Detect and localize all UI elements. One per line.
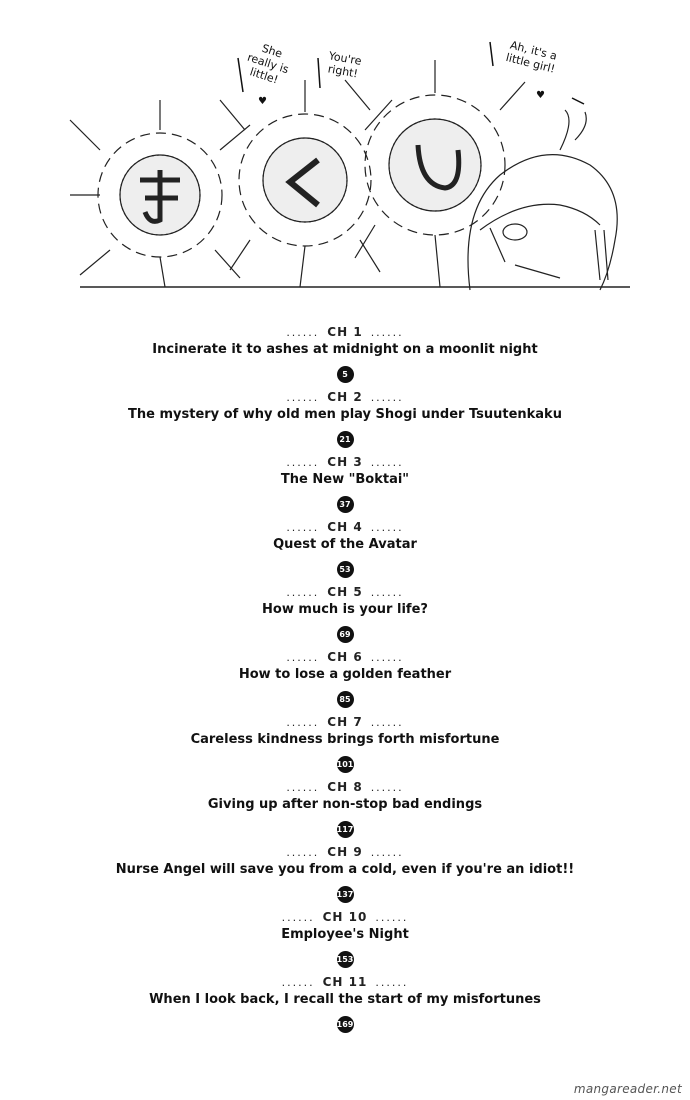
- speech-bubble-1: She really is little!: [245, 41, 291, 87]
- chapter-title: Nurse Angel will save you from a cold, even if you're an idiot!!: [115, 862, 575, 877]
- page-number-badge: 53: [337, 561, 354, 578]
- speech-bubble-2: You're right!: [326, 49, 363, 81]
- chapter-number: CH 6: [327, 650, 363, 664]
- page-number-badge: 37: [337, 496, 354, 513]
- chapter-number: CH 7: [327, 715, 363, 729]
- toc-entry[interactable]: ...... CH 8 ...... Giving up after non-stop bad endings 117: [0, 779, 690, 838]
- chapter-number: CH 10: [322, 910, 368, 924]
- chapter-title: Careless kindness brings forth misfortune: [190, 732, 500, 747]
- page-number-badge: 5: [337, 366, 354, 383]
- chapter-title: Giving up after non-stop bad endings: [207, 797, 483, 812]
- chapter-number: CH 9: [327, 845, 363, 859]
- page-number-badge: 69: [337, 626, 354, 643]
- chapter-number: CH 4: [327, 520, 363, 534]
- page-number-badge: 169: [337, 1016, 354, 1033]
- chapter-title: How to lose a golden feather: [238, 667, 452, 682]
- chapter-number: CH 5: [327, 585, 363, 599]
- toc-entry[interactable]: ...... CH 4 ...... Quest of the Avatar 53: [0, 519, 690, 578]
- chapter-number: CH 8: [327, 780, 363, 794]
- toc-entry[interactable]: ...... CH 7 ...... Careless kindness brings forth misfortune 101: [0, 714, 690, 773]
- chapter-title: How much is your life?: [262, 602, 428, 617]
- toc-entry[interactable]: ...... CH 1 ...... Incinerate it to ashes at midnight on a moonlit night 5: [0, 324, 690, 383]
- chapter-number: CH 3: [327, 455, 363, 469]
- chapter-title: The New "Boktai": [280, 472, 410, 487]
- page-number-badge: 85: [337, 691, 354, 708]
- chapter-title: Employee's Night: [281, 927, 409, 942]
- page-number-badge: 137: [337, 886, 354, 903]
- page-number-badge: 117: [337, 821, 354, 838]
- toc-entry[interactable]: ...... CH 2 ...... The mystery of why old men play Shogi under Tsuutenkaku 21: [0, 389, 690, 448]
- page-number-badge: 21: [337, 431, 354, 448]
- toc-entry[interactable]: ...... CH 3 ...... The New "Boktai" 37: [0, 454, 690, 513]
- page-number-badge: 101: [337, 756, 354, 773]
- chapter-number: CH 2: [327, 390, 363, 404]
- sunflower-right: [345, 60, 525, 262]
- toc-entry[interactable]: ...... CH 11 ...... When I look back, I recall the start of my misfortunes 169: [0, 974, 690, 1033]
- site-watermark: mangareader.net: [573, 1082, 682, 1096]
- heart-icon: ♥: [536, 90, 545, 101]
- chapter-number: CH 1: [327, 325, 363, 339]
- chapter-title: Incinerate it to ashes at midnight on a moonlit night: [152, 342, 538, 357]
- page-number-badge: 153: [337, 951, 354, 968]
- speech-bubble-3: Ah, it's a little girl!: [504, 38, 559, 76]
- toc-entry[interactable]: ...... CH 5 ...... How much is your life? 69: [0, 584, 690, 643]
- chapter-title: When I look back, I recall the start of my misfortunes: [149, 992, 541, 1007]
- chapter-title: Quest of the Avatar: [273, 537, 417, 552]
- heart-icon: ♥: [258, 96, 267, 107]
- toc-entry[interactable]: ...... CH 6 ...... How to lose a golden feather 85: [0, 649, 690, 708]
- chapter-title: The mystery of why old men play Shogi under Tsuutenkaku: [128, 407, 562, 422]
- chapter-number: CH 11: [322, 975, 368, 989]
- toc-entry[interactable]: ...... CH 9 ...... Nurse Angel will save you from a cold, even if you're an idiot!! 137: [0, 844, 690, 903]
- toc-entry[interactable]: ...... CH 10 ...... Employee's Night 153: [0, 909, 690, 968]
- girl-character: [468, 110, 617, 290]
- header-illustration: [0, 0, 690, 300]
